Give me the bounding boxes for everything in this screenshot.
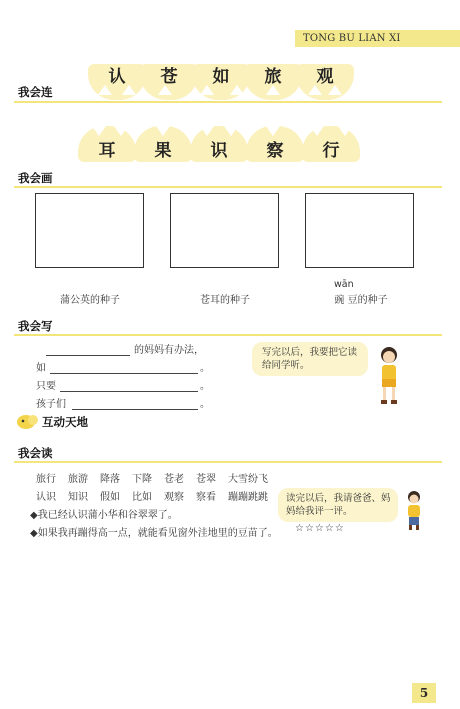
write-line3-prefix: 只要 [36, 381, 56, 392]
write-line3-period: 。 [200, 381, 210, 392]
section-divider [14, 334, 442, 336]
connect-char-top[interactable]: 旅 [244, 58, 302, 100]
connect-char-top[interactable]: 观 [296, 58, 354, 100]
section-label-draw: 我会画 [18, 171, 53, 185]
section-label-write: 我会写 [18, 319, 53, 333]
read-word: 认识 [36, 492, 56, 503]
read-word: 观察 [164, 492, 184, 503]
write-line1-text: 的妈妈有办法， [134, 345, 204, 356]
read-word: 旅行 [36, 474, 56, 485]
write-note: 写完以后，我要把它读给同学听。 [262, 347, 358, 371]
read-word: 下降 [132, 474, 152, 485]
connect-char-top[interactable]: 苍 [140, 58, 198, 100]
connect-char-bottom[interactable]: 行 [302, 126, 360, 168]
read-word: 降落 [100, 474, 120, 485]
interactive-icon [16, 412, 40, 430]
drawing-box-pea[interactable] [305, 193, 414, 268]
caption-pea: 豌 豆的种子 [334, 295, 388, 306]
read-words-row2 [36, 488, 296, 503]
connect-char-top[interactable]: 如 [192, 58, 250, 100]
boy-illustration [402, 490, 426, 532]
caption-dandelion: 蒲公英的种子 [60, 295, 120, 306]
girl-illustration [374, 345, 404, 407]
read-word: 蹦蹦跳跳 [228, 492, 268, 503]
rating-stars[interactable]: ☆☆☆☆☆ [295, 523, 345, 534]
drawing-box-cocklebur[interactable] [170, 193, 279, 268]
read-word: 大雪纷飞 [228, 474, 268, 485]
read-word: 察看 [196, 492, 216, 503]
section-divider [14, 186, 442, 188]
write-line2-prefix: 如 [36, 363, 46, 374]
read-sentence-1: ◆我已经认识蒲小华和谷翠翠了。 [30, 510, 178, 521]
series-header: TONG BU LIAN XI [295, 30, 460, 47]
drawing-box-dandelion[interactable] [35, 193, 144, 268]
connect-char-bottom[interactable]: 察 [246, 126, 304, 168]
read-note: 读完以后，我请爸爸、妈妈给我评一评。 [286, 493, 391, 517]
read-word: 比如 [132, 492, 152, 503]
read-word: 知识 [68, 492, 88, 503]
connect-char-bottom[interactable]: 识 [190, 126, 248, 168]
write-line2-period: 。 [200, 363, 210, 374]
page-number: 5 [412, 683, 436, 703]
interactive-title: 互动天地 [42, 415, 88, 429]
connect-char-bottom[interactable]: 果 [134, 126, 192, 168]
pinyin-wan: wān [334, 279, 354, 290]
read-word: 苍翠 [196, 474, 216, 485]
caption-cocklebur: 苍耳的种子 [200, 295, 250, 306]
connect-char-bottom[interactable]: 耳 [78, 126, 136, 168]
read-words-row1 [36, 470, 296, 485]
read-word: 假如 [100, 492, 120, 503]
read-word: 苍老 [164, 474, 184, 485]
section-label-connect: 我会连 [18, 85, 53, 99]
write-blank-line3[interactable] [60, 379, 198, 392]
write-line4-period: 。 [200, 399, 210, 410]
write-blank-line2[interactable] [50, 361, 198, 374]
write-blank-line4[interactable] [72, 397, 198, 410]
connect-char-top[interactable]: 认 [88, 58, 146, 100]
section-divider [14, 101, 442, 103]
read-word: 旅游 [68, 474, 88, 485]
section-divider [14, 461, 442, 463]
read-sentence-2: ◆如果我再蹦得高一点，就能看见窗外洼地里的豆苗了。 [30, 528, 278, 539]
write-blank-subject[interactable] [46, 343, 130, 356]
write-line4-prefix: 孩子们 [36, 399, 66, 410]
section-label-read: 我会读 [18, 446, 53, 460]
